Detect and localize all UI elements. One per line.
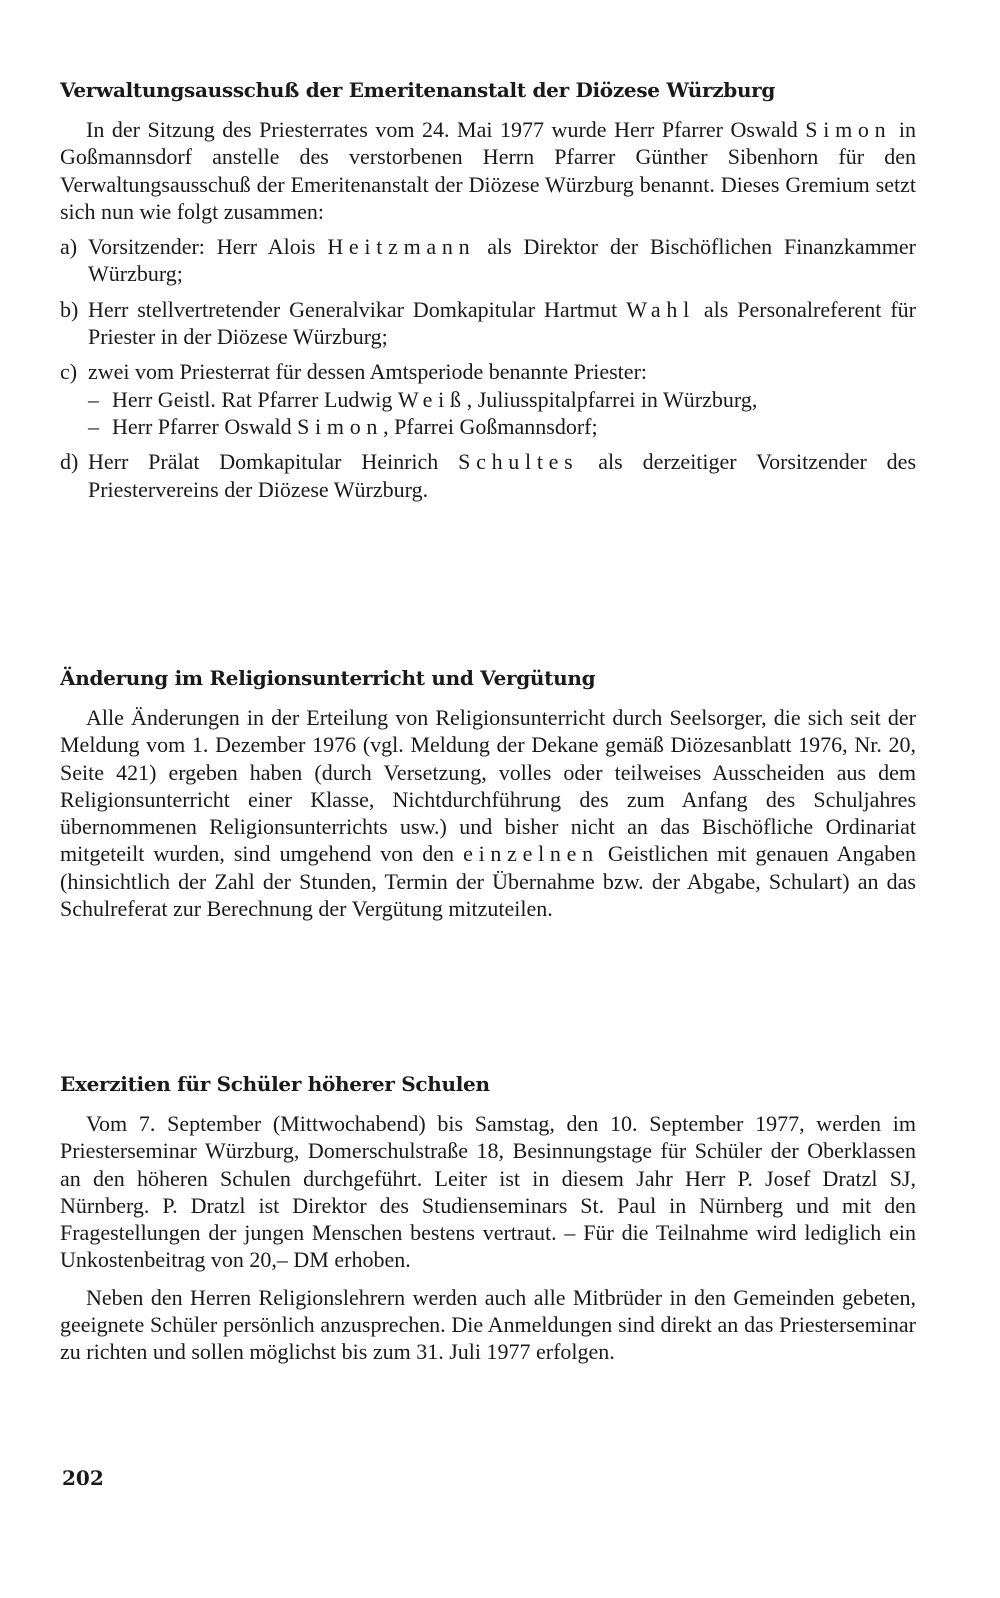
list-item: c) zwei vom Priesterrat für dessen Amtsperiode benannte Priester: – Herr Geistl. Rat Pfarrer Ludwig Weiß, Juliusspitalpfarrei in Würzburg, – Herr Pfarrer Oswald Simon, Pfarrei Goßmannsdorf; [60,358,916,440]
sub-list-item: – Herr Geistl. Rat Pfarrer Ludwig Weiß, Juliusspitalpfarrei in Würzburg, [88,386,758,412]
spaced-name: Simon [297,413,384,439]
spaced-word: einzelnen [463,841,599,867]
section-intro: In der Sitzung des Priesterrates vom 24. Mai 1977 wurde Herr Pfarrer Oswald Simon in Goßmannsdorf anstelle des verstorbenen Herrn Pfarrer Günther Sibenhorn für den Verwaltungsausschuß der Emeritenanstalt der Diözese Würzburg benannt. Dieses Gremium setzt sich nun wie folgt zusammen: [60,117,916,224]
list-item: a) Vorsitzender: Herr Alois Heitzmann als Direktor der Bischöflichen Finanzkammer Würzburg; [60,234,916,287]
list-item: b) Herr stellvertretender Generalvikar Domkapitular Hartmut Wahl als Personalreferent für Priester in der Diözese Würzburg; [60,296,916,350]
spaced-name: Simon [805,117,892,142]
member-list [60,233,916,503]
list-item: d) Herr Prälat Domkapitular Heinrich Schultes als derzeitiger Vorsitzender des Priestervereins der Diözese Würzburg. [60,449,917,502]
page-number: 202 [62,1466,104,1490]
section-paragraph: Neben den Herren Religionslehrern werden auch alle Mitbrüder in den Gemeinden gebeten, geeignete Schüler persönlich anzusprechen. Die Anmeldungen sind direkt an das Priesterseminar zu richten und sollen möglichst bis zum 31. Juli 1977 erfolgen. [60,1284,916,1365]
spaced-name: Heitzmann [327,234,476,260]
section-title: Änderung im Religionsunterricht und Vergütung [60,666,596,690]
spaced-name: Weiß [397,386,467,412]
section-paragraph: Vom 7. September (Mittwochabend) bis Samstag, den 10. September 1977, werden im Priesterseminar Würzburg, Domerschulstraße 18, Besinnungstage für Schüler der Oberklassen an den höheren Schulen durchgeführt. Leiter ist in diesem Jahr Herr P. Josef Dratzl SJ, Nürnberg. P. Dratzl ist Direktor des Studienseminars St. Paul in Nürnberg und mit den Fragestellungen der jungen Menschen bestens vertraut. – Für die Teilnahme wird lediglich ein Unkostenbeitrag von 20,– DM erhoben. [60,1111,916,1273]
section-verwaltungsausschuss [60,76,916,511]
list-label: a) [60,234,78,260]
sub-list-item: – Herr Pfarrer Oswald Simon, Pfarrei Goßmannsdorf; [88,413,598,439]
list-label: b) [60,296,79,322]
section-title: Exerzitien für Schüler höherer Schulen [60,1072,490,1096]
spaced-name: Schultes [458,449,579,475]
list-label: c) [60,359,78,385]
list-label: d) [60,449,79,475]
section-exerzitien [60,1070,916,1366]
section-religionsunterricht [60,664,916,922]
section-body: Alle Änderungen in der Erteilung von Religionsunterricht durch Seelsorger, die sich seit der Meldung vom 1. Dezember 1976 (vgl. Meldung der Dekane gemäß Diözesanblatt 1976, Nr. 20, Seite 421) ergeben haben (durch Versetzung, volles oder teilweises Ausscheiden aus dem Religionsunterricht einer Klasse, Nichtdurchführung des zum Anfang des Schuljahres übernommenen Religionsunterrichts usw.) und bisher nicht an das Bischöfliche Ordinariat mitgeteilt wurden, sind umgehend von den einzelnen Geistlichen mit genauen Angaben (hinsichtlich der Zahl der Stunden, Termin der Übernahme bzw. der Abgabe, Schulart) an das Schulreferat zur Berechnung der Vergütung mitzuteilen. [60,705,917,922]
section-title: Verwaltungsausschuß der Emeritenanstalt der Diözese Würzburg [60,78,776,102]
spaced-name: Wahl [626,296,695,322]
